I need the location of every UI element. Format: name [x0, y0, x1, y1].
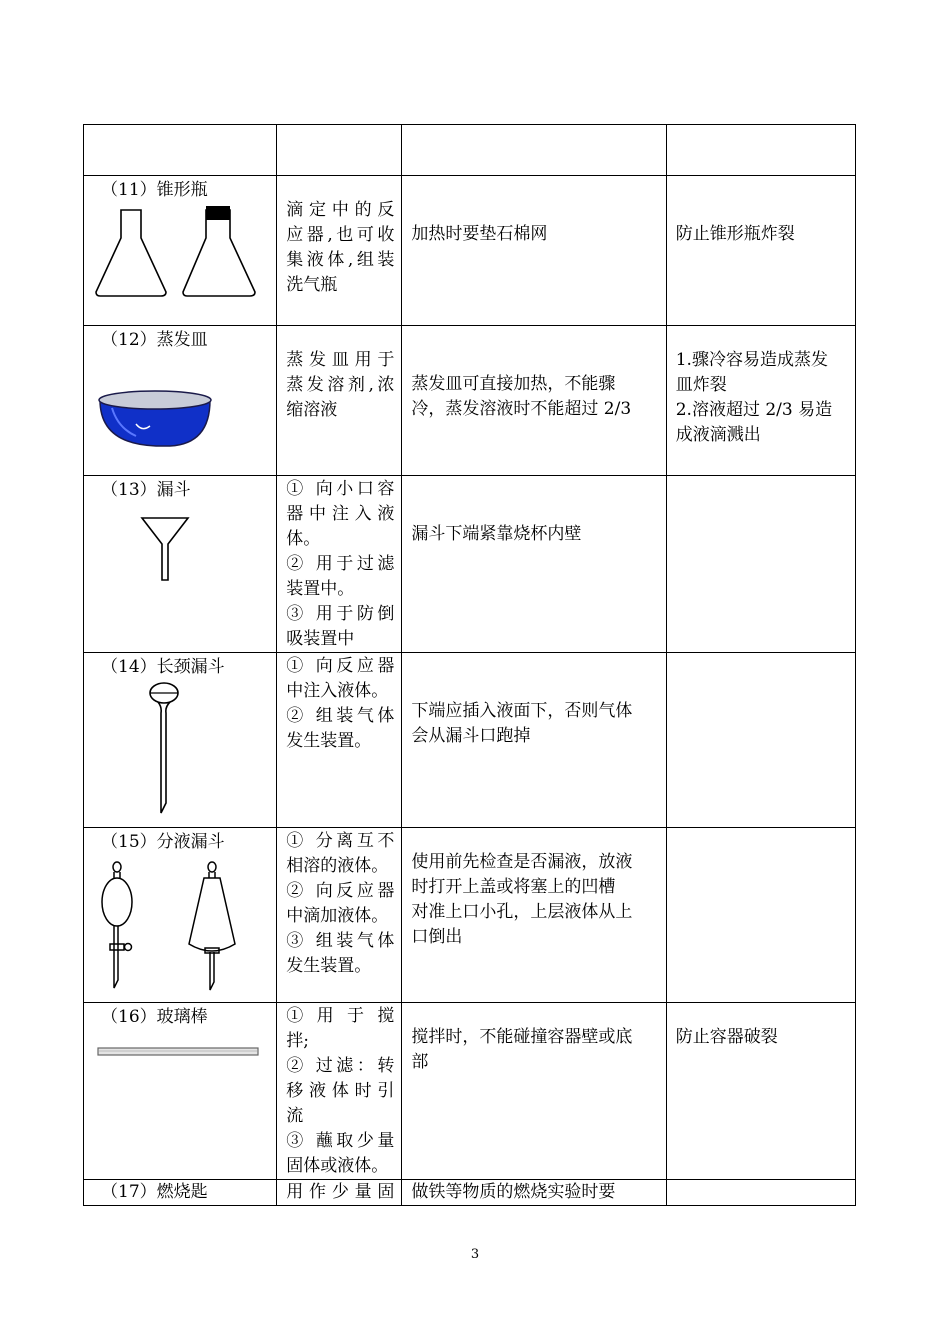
page-number: 3 [470, 1247, 480, 1262]
apparatus-name-cell [84, 326, 277, 476]
reason-cell [666, 653, 855, 828]
usage-cell: 用作少量固 [277, 1180, 402, 1206]
table-row [84, 326, 856, 476]
separatory-funnel-icon [84, 860, 277, 1000]
notes-cell: 做铁等物质的燃烧实验时要 [402, 1180, 666, 1206]
reason-cell: 防止锥形瓶炸裂 [666, 176, 855, 326]
notes-cell: 漏斗下端紧靠烧杯内壁 [402, 476, 666, 653]
apparatus-name: （11）锥形瓶 [101, 180, 208, 200]
long-neck-funnel-icon [84, 681, 277, 821]
notes-cell: 下端应插入液面下，否则气体 会从漏斗口跑掉 [402, 653, 666, 828]
apparatus-name-cell [84, 828, 277, 1003]
glass-rod-icon [84, 1045, 277, 1059]
apparatus-name: （12）蒸发皿 [101, 330, 208, 350]
usage-cell: 蒸发皿用于 蒸发溶剂,浓 缩溶液 [277, 326, 402, 476]
apparatus-name: （14）长颈漏斗 [101, 657, 225, 677]
apparatus-name: （13）漏斗 [101, 480, 191, 500]
apparatus-name-cell [84, 176, 277, 326]
usage-cell: ① 分离互不 相溶的液体。 ② 向反应器 中滴加液体。 ③ 组装气体 发生装置。 [277, 828, 402, 1003]
apparatus-name: （15）分液漏斗 [101, 832, 225, 852]
table-row [84, 1003, 856, 1180]
notes-cell: 加热时要垫石棉网 [402, 176, 666, 326]
reason-cell [666, 1180, 855, 1206]
notes-cell: 搅拌时，不能碰撞容器壁或底 部 [402, 1003, 666, 1180]
apparatus-name: （16）玻璃棒 [101, 1007, 208, 1027]
apparatus-name: （17）燃烧匙 [101, 1182, 208, 1202]
notes-cell: 蒸发皿可直接加热，不能骤 冷，蒸发溶液时不能超过 2/3 [402, 326, 666, 476]
conical-flask-icon [84, 204, 277, 299]
table-row [84, 476, 856, 653]
apparatus-name-cell [84, 476, 277, 653]
usage-cell: ① 用 于 搅 拌; ② 过滤：转 移液体时引 流 ③ 蘸取少量 固体或液体。 [277, 1003, 402, 1180]
table-row [84, 653, 856, 828]
usage-cell: ① 向反应器 中注入液体。 ② 组装气体 发生装置。 [277, 653, 402, 828]
table-row-empty [84, 125, 856, 176]
apparatus-name-cell [84, 1180, 277, 1206]
apparatus-name-cell [84, 653, 277, 828]
evaporating-dish-icon [84, 384, 277, 454]
table-row [84, 828, 856, 1003]
table-row [84, 1180, 856, 1206]
usage-cell: 滴定中的反 应器,也可收 集液体,组装 洗气瓶 [277, 176, 402, 326]
reason-cell: 1.骤冷容易造成蒸发 皿炸裂 2.溶液超过 2/3 易造 成液滴溅出 [666, 326, 855, 476]
apparatus-table [83, 124, 856, 1206]
usage-cell: ① 向小口容 器中注入液 体。 ② 用于过滤 装置中。 ③ 用于防倒 吸装置中 [277, 476, 402, 653]
notes-cell: 使用前先检查是否漏液，放液 时打开上盖或将塞上的凹槽 对准上口小孔，上层液体从上 口倒出 [402, 828, 666, 1003]
funnel-icon [84, 514, 277, 584]
reason-cell [666, 828, 855, 1003]
reason-cell: 防止容器破裂 [666, 1003, 855, 1180]
apparatus-name-cell [84, 1003, 277, 1180]
reason-cell [666, 476, 855, 653]
table-row [84, 176, 856, 326]
